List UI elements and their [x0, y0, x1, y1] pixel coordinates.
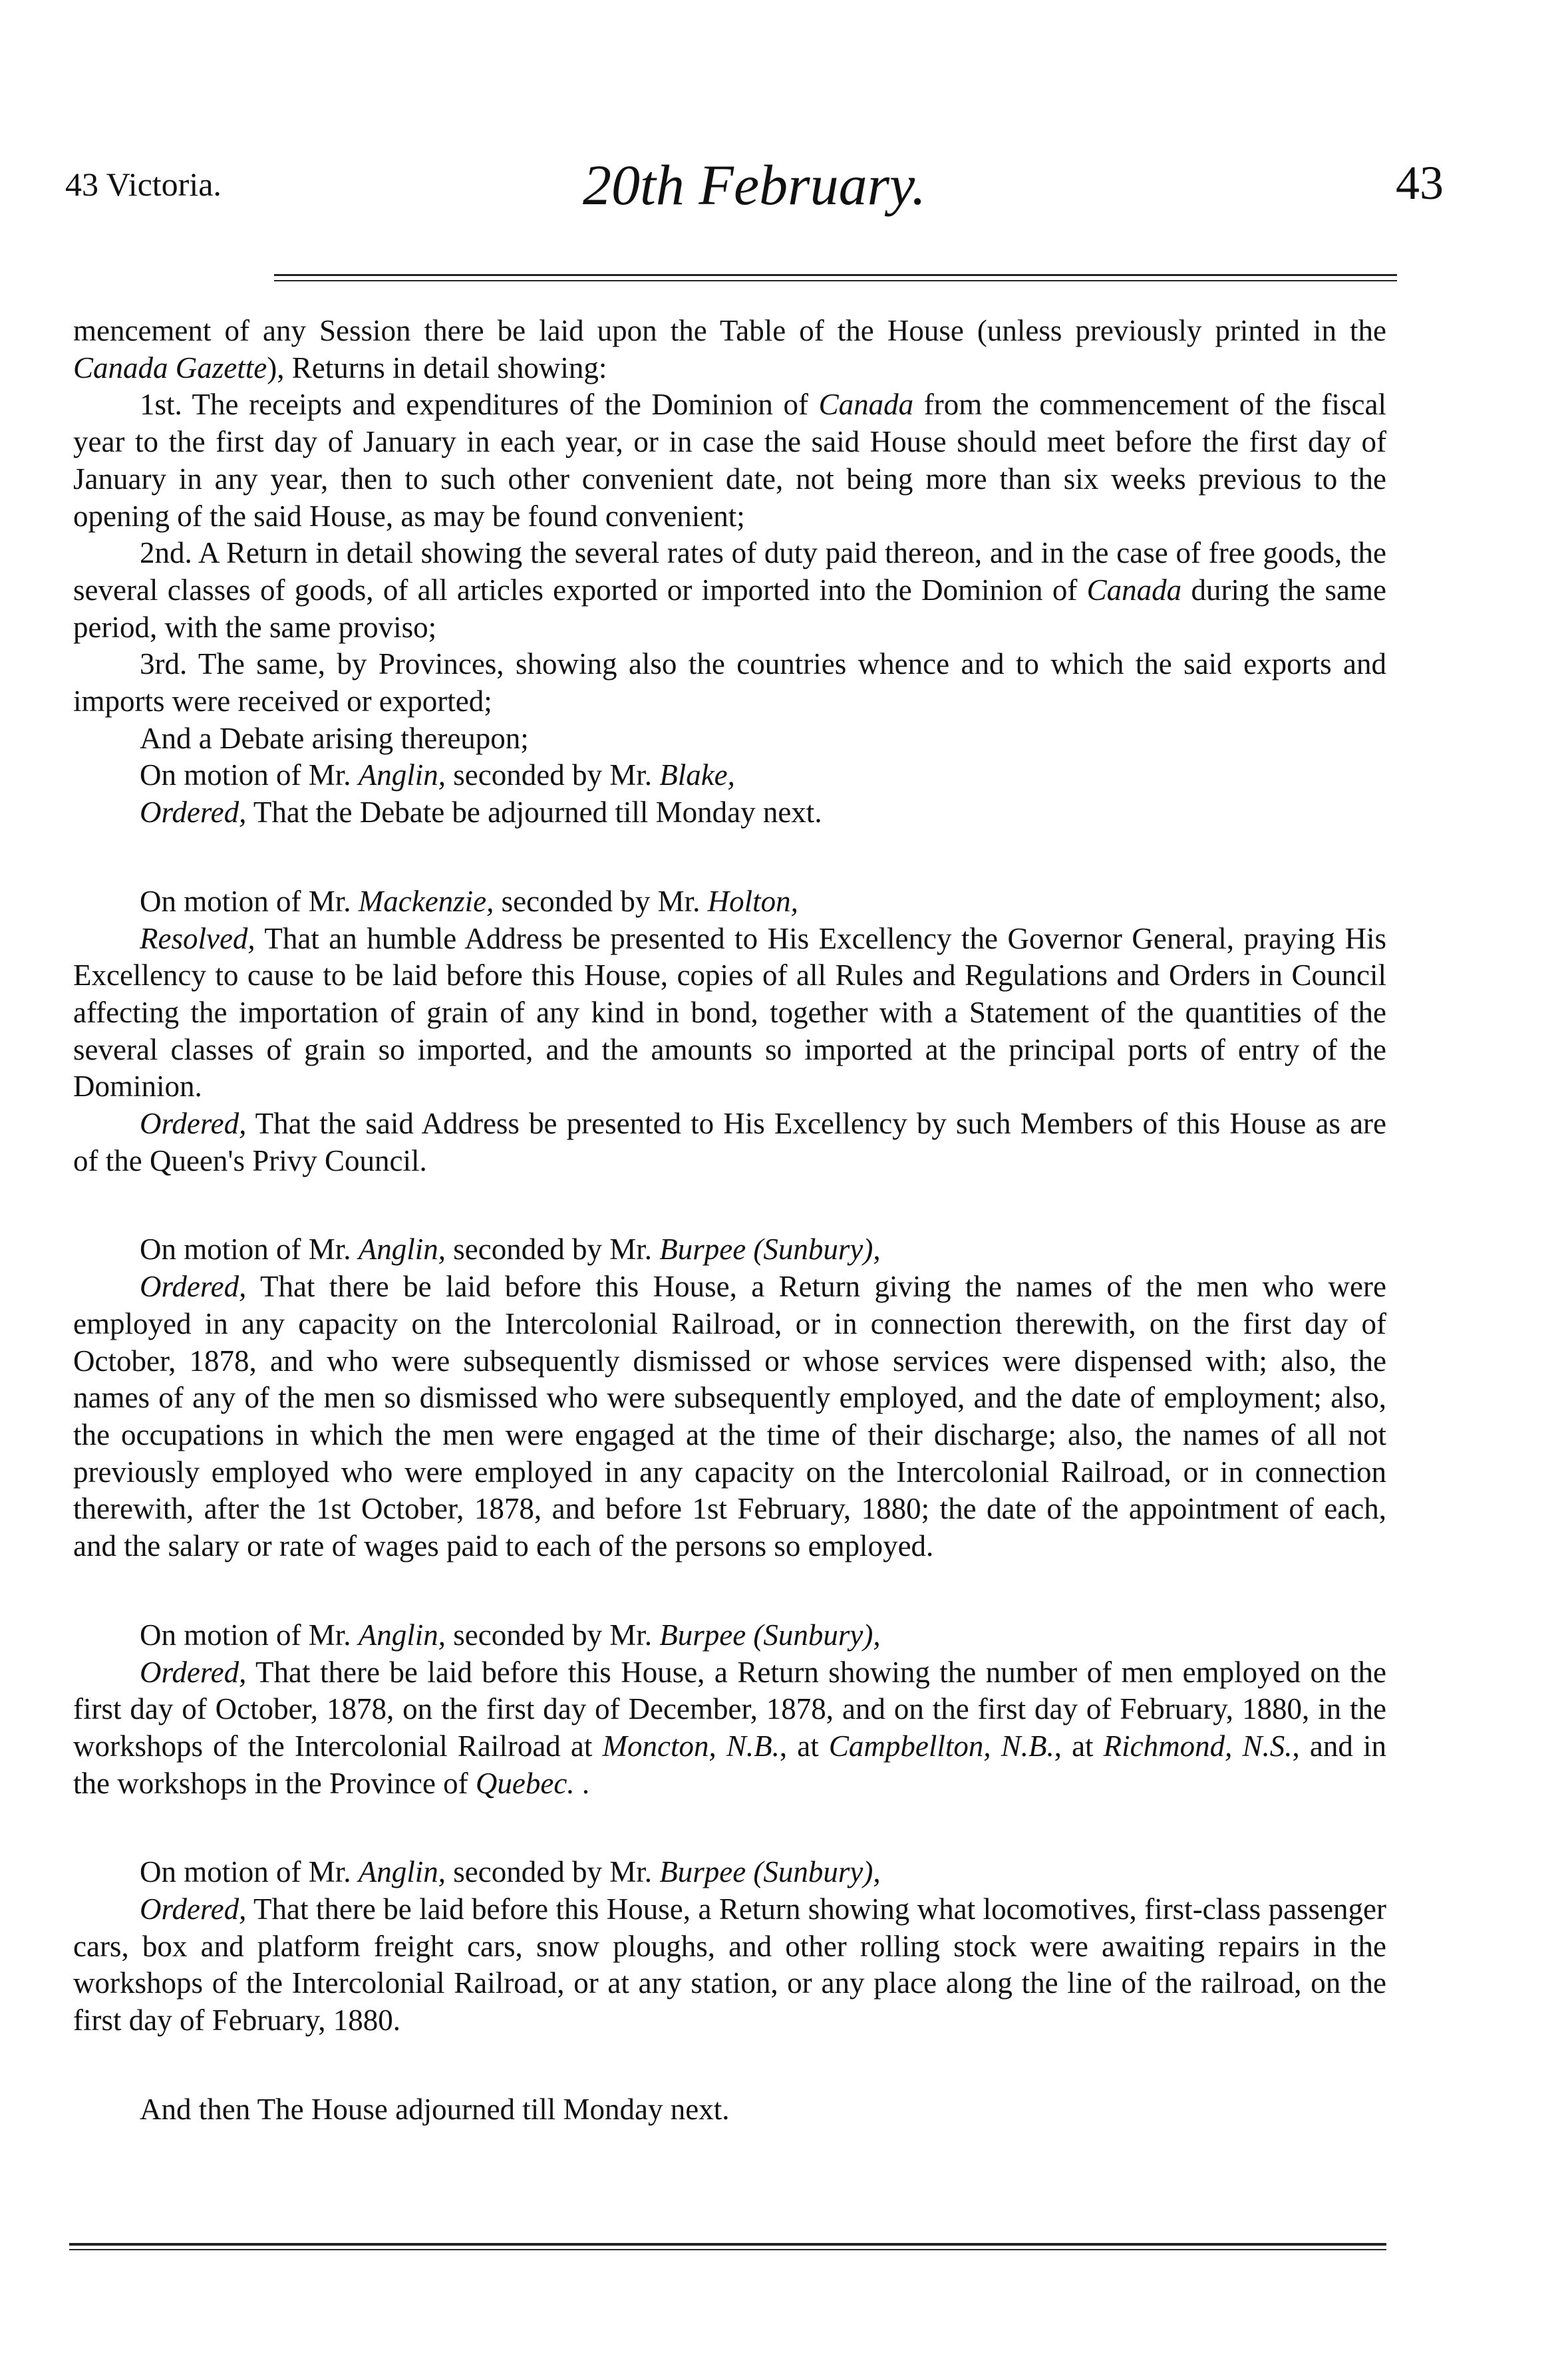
order-paragraph: Ordered, That there be laid before this House, a Return showing what locomotives, first-class passenger cars, box and platform freight cars, snow ploughs, and other rolling stock were awaiting repairs in the workshops of the Intercolonial Railroad, or at any station, or any place along the line of the railroad, on the first day of February, 1880. [73, 1892, 1386, 2037]
header-rule [274, 274, 1397, 281]
paragraph-debate: And a Debate arising thereupon; [140, 721, 529, 755]
paragraph-third-item: 3rd. The same, by Provinces, showing also the countries whence and to which the said exports and imports were received or exported; [73, 647, 1386, 718]
paragraph-first-item: 1st. The receipts and expenditures of the Dominion of Canada from the commencement of the fiscal year to the first day of January in each year, or in case the said House should meet before the first day of January in any year, then to such other convenient date, not being more than six weeks previous to the opening of the said House, as may be found convenient; [73, 388, 1386, 533]
motion-line: On motion of Mr. Anglin, seconded by Mr. Burpee (Sunbury), [140, 1233, 881, 1266]
paragraph-second-item: 2nd. A Return in detail showing the several rates of duty paid thereon, and in the case of free goods, the several classes of goods, of all articles exported or imported into the Dominion of Canada during the same period, with the same proviso; [73, 536, 1386, 644]
order-paragraph: Ordered, That the Debate be adjourned till Monday next. [140, 796, 822, 829]
paragraph-continuation: mencement of any Session there be laid upon the Table of the House (unless previously printed in the Canada Gazette), Returns in detail showing: [73, 314, 1386, 384]
motion-line: On motion of Mr. Anglin, seconded by Mr. Blake, [140, 758, 735, 792]
motion-line: On motion of Mr. Anglin, seconded by Mr. Burpee (Sunbury), [140, 1618, 881, 1652]
journal-body [73, 313, 1386, 2129]
resolution-paragraph: Resolved, That an humble Address be presented to His Excellency the Governor General, praying His Excellency to cause to be laid before this House, copies of all Rules and Regulations and Orders in Council affecting the importation of grain of any kind in bond, together with a Statement of the quantities of the several classes of grain so imported, and the amounts so imported at the principal ports of entry of the Dominion. [73, 921, 1386, 1104]
motion-line: On motion of Mr. Mackenzie, seconded by Mr. Holton, [140, 884, 798, 918]
order-paragraph: Ordered, That the said Address be presented to His Excellency by such Members of this House as are of the Queen's Privy Council. [73, 1107, 1386, 1177]
motion-line: On motion of Mr. Anglin, seconded by Mr. Burpee (Sunbury), [140, 1855, 881, 1889]
adjournment-line: And then The House adjourned till Monday next. [140, 2092, 730, 2126]
page-date-title: 20th February. [583, 153, 926, 217]
page-header [65, 152, 1444, 225]
order-paragraph: Ordered, That there be laid before this House, a Return giving the names of the men who were employed in any capacity on the Intercolonial Railroad, or in connection therewith, on the first day of October, 1878, and who were subsequently dismissed or whose services were dispensed with; also, the names of any of the men so dismissed who were subsequently employed, and the date of employment; also, the occupations in which the men were engaged at the time of their discharge; also, the names of all not previously employed who were employed in any capacity on the Intercolonial Railroad, or in connection therewith, after the 1st October, 1878, and before 1st February, 1880; the date of the appointment of each, and the salary or rate of wages paid to each of the persons so employed. [73, 1270, 1386, 1563]
footer-rule [69, 2243, 1386, 2250]
page-number: 43 [1396, 156, 1444, 210]
session-label: 43 Victoria. [65, 166, 222, 203]
order-paragraph: Ordered, That there be laid before this House, a Return showing the number of men employed on the first day of October, 1878, on the first day of December, 1878, and on the first day of February, 1880, in the workshops of the Intercolonial Railroad at Moncton, N.B., at Campbellton, N.B., at Richmond, N.S., and in the workshops in the Province of Quebec. . [73, 1655, 1386, 1800]
